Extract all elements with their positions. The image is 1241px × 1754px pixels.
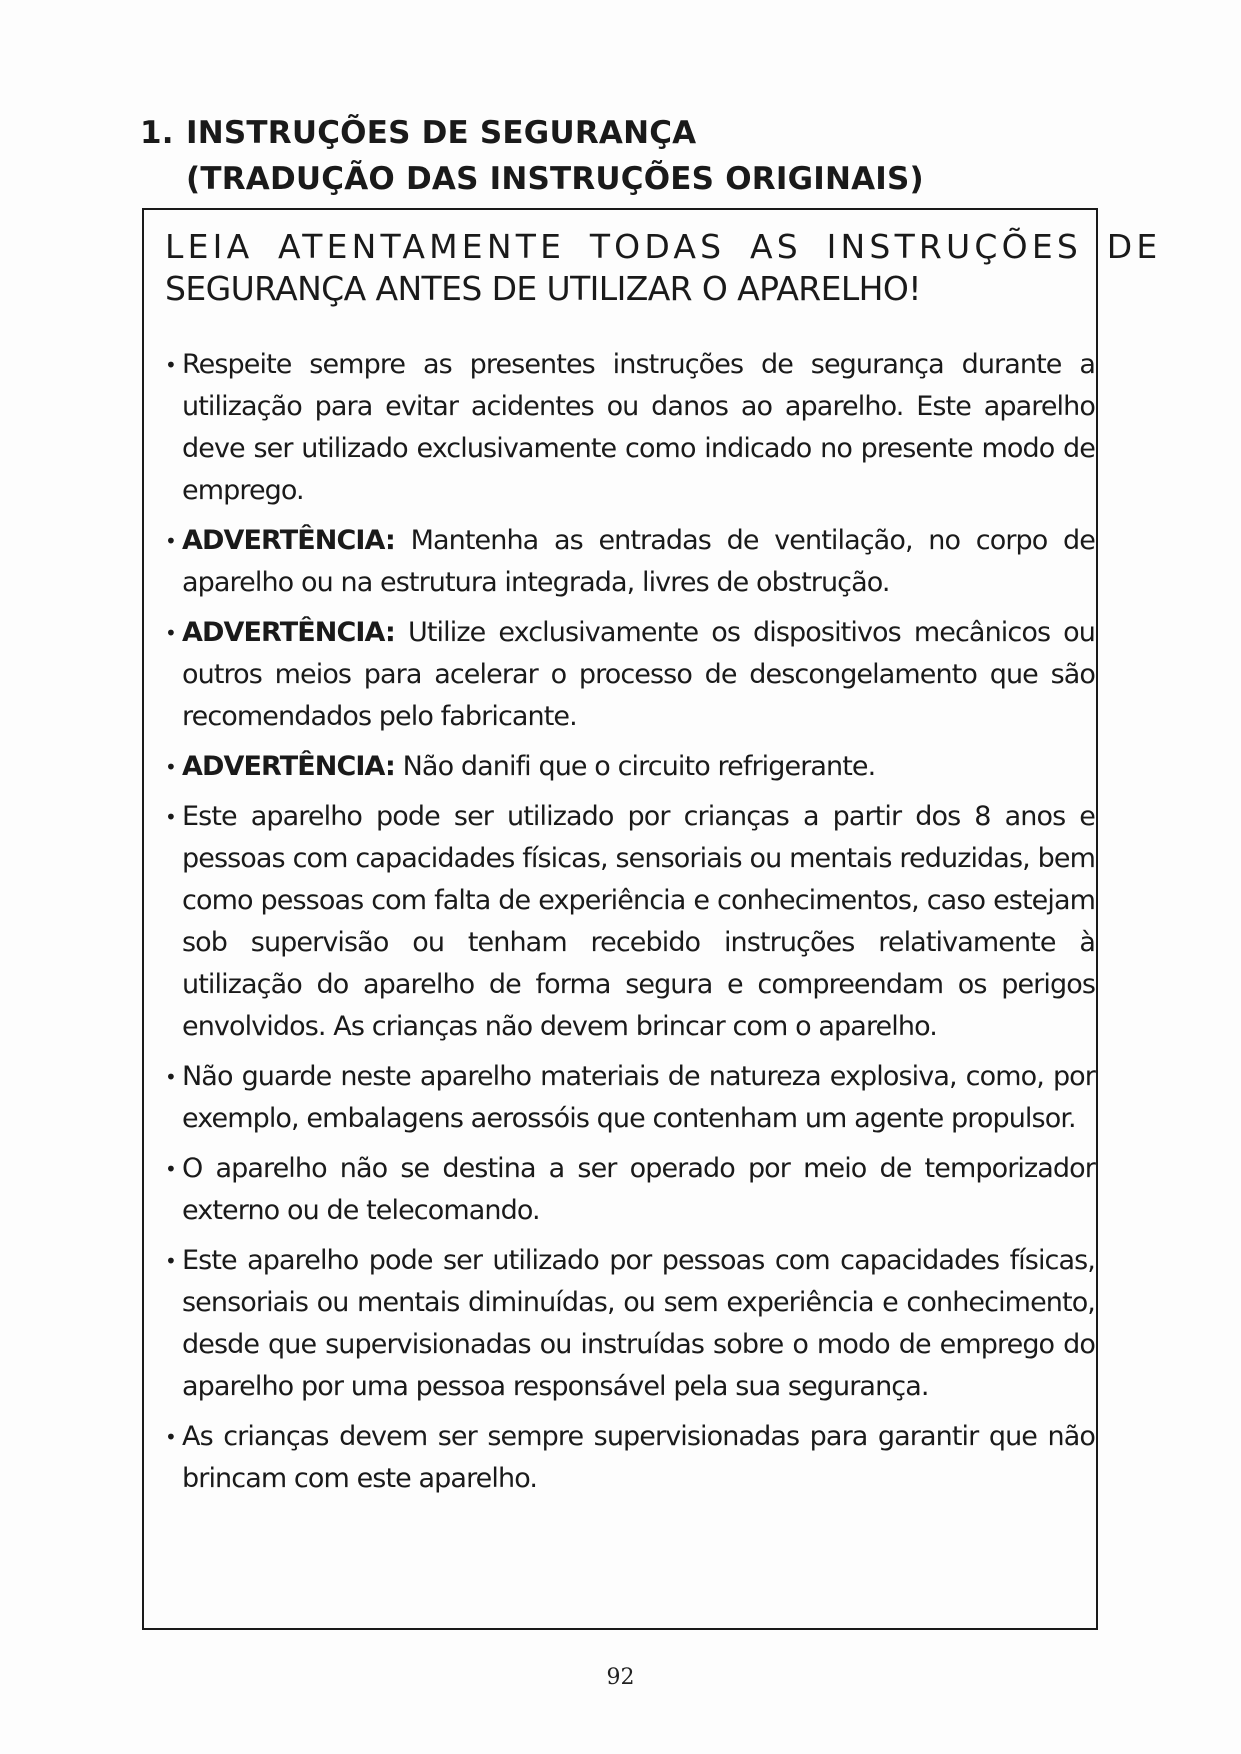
section-title: INSTRUÇÕES DE SEGURANÇA — [186, 115, 697, 151]
intro-line-2: SEGURANÇA ANTES DE UTILIZAR O APARELHO! — [165, 269, 921, 308]
bullet-icon: • — [165, 1425, 176, 1449]
bullet-icon: • — [165, 353, 176, 377]
warning-label: ADVERTÊNCIA: — [182, 751, 395, 782]
safety-instructions-list — [165, 344, 1095, 1508]
list-item — [165, 1056, 1095, 1140]
bullet-icon: • — [165, 1065, 176, 1089]
item-text: Respeite sempre as presentes instruções de segurança durante a utilização para evitar acidentes ou danos ao aparelho. Este aparelho deve ser utilizado exclusivamente como indicado no presente modo de emprego. — [182, 349, 1095, 506]
section-number: 1. — [140, 115, 174, 151]
section-subtitle: (TRADUÇÃO DAS INSTRUÇÕES ORIGINAIS) — [186, 161, 924, 197]
list-item — [165, 344, 1095, 512]
item-text: As crianças devem ser sempre supervisionadas para garantir que não brincam com este aparelho. — [182, 1421, 1095, 1494]
intro-line-1: LEIA ATENTAMENTE TODAS AS INSTRUÇÕES DE — [165, 227, 1162, 266]
page-number: 92 — [606, 1665, 635, 1690]
bullet-icon: • — [165, 805, 176, 829]
section-heading — [140, 110, 1140, 202]
list-item — [165, 746, 1095, 788]
warning-label: ADVERTÊNCIA: — [182, 525, 395, 556]
item-text: Utilize exclusivamente os dispositivos mecânicos ou outros meios para acelerar o processo de descongelamento que são recomendados pelo fabricante. — [182, 617, 1095, 732]
item-text: Não danifi que o circuito refrigerante. — [394, 751, 876, 782]
item-text: Mantenha as entradas de ventilação, no corpo de aparelho ou na estrutura integrada, livres de obstrução. — [182, 525, 1095, 598]
bullet-icon: • — [165, 1157, 176, 1181]
list-item — [165, 1240, 1095, 1408]
bullet-icon: • — [165, 755, 176, 779]
item-text: Este aparelho pode ser utilizado por crianças a partir dos 8 anos e pessoas com capacidades físicas, sensoriais ou mentais reduzidas, bem como pessoas com falta de experiência e conhecimentos, caso estejam sob supervisão ou tenham recebido instruções relativamente à utilização do aparelho de forma segura e compreendam os perigos envolvidos. As crianças não devem brincar com o aparelho. — [182, 801, 1095, 1042]
item-text: Este aparelho pode ser utilizado por pessoas com capacidades físicas, sensoriais ou mentais diminuídas, ou sem experiência e conhecimento, desde que supervisionadas ou instruídas sobre o modo de emprego do aparelho por uma pessoa responsável pela sua segurança. — [182, 1245, 1095, 1402]
safety-intro — [165, 226, 1162, 310]
item-text: Não guarde neste aparelho materiais de natureza explosiva, como, por exemplo, embalagens aerossóis que contenham um agente propulsor. — [182, 1061, 1095, 1134]
item-text: O aparelho não se destina a ser operado por meio de temporizador externo ou de telecomando. — [182, 1153, 1095, 1226]
list-item — [165, 796, 1095, 1048]
bullet-icon: • — [165, 1249, 176, 1273]
list-item — [165, 520, 1095, 604]
bullet-icon: • — [165, 529, 176, 553]
list-item — [165, 1148, 1095, 1232]
bullet-icon: • — [165, 621, 176, 645]
warning-label: ADVERTÊNCIA: — [182, 617, 395, 648]
list-item — [165, 1416, 1095, 1500]
list-item — [165, 612, 1095, 738]
